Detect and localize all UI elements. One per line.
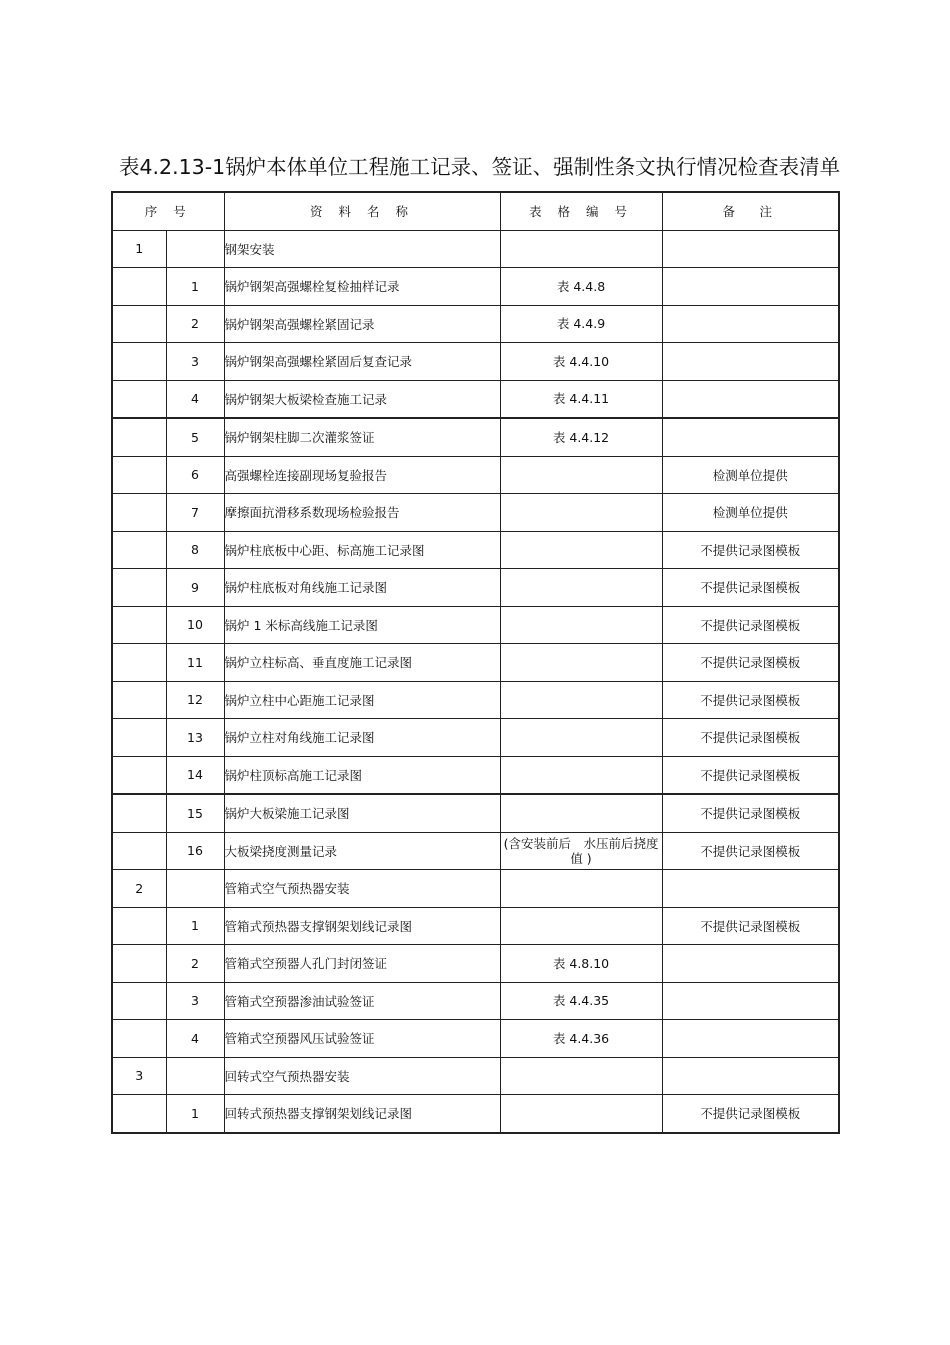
section-number: [112, 681, 166, 719]
remark: 不提供记录图模板: [662, 907, 839, 945]
table-row: [112, 982, 839, 1020]
form-number: 表 4.4.35: [500, 982, 662, 1020]
form-number: [500, 756, 662, 794]
table-row: [112, 945, 839, 983]
remark: [662, 380, 839, 418]
form-number: [500, 531, 662, 569]
section-number: [112, 982, 166, 1020]
section-number: [112, 794, 166, 832]
item-number: 1: [166, 268, 224, 306]
form-number: 表 4.8.10: [500, 945, 662, 983]
table-row: [112, 794, 839, 832]
item-number: 8: [166, 531, 224, 569]
document-name: 摩擦面抗滑移系数现场检验报告: [224, 494, 500, 532]
section-number: [112, 305, 166, 343]
document-name: 锅炉 1 米标高线施工记录图: [224, 606, 500, 644]
table-row: [112, 832, 839, 870]
section-number: 1: [112, 230, 166, 268]
document-name: 管箱式空气预热器安装: [224, 870, 500, 908]
remark: [662, 305, 839, 343]
remark: 检测单位提供: [662, 456, 839, 494]
document-name: 锅炉柱底板对角线施工记录图: [224, 569, 500, 607]
table-row: [112, 1020, 839, 1058]
header-name: 资 料 名 称: [224, 192, 500, 230]
remark: 不提供记录图模板: [662, 569, 839, 607]
remark: 不提供记录图模板: [662, 606, 839, 644]
remark: [662, 230, 839, 268]
form-number: [500, 794, 662, 832]
remark: [662, 870, 839, 908]
section-number: 3: [112, 1057, 166, 1095]
form-number: [500, 494, 662, 532]
table-row: [112, 343, 839, 381]
item-number: 6: [166, 456, 224, 494]
form-number: [500, 569, 662, 607]
document-name: 锅炉立柱对角线施工记录图: [224, 719, 500, 757]
item-number: 16: [166, 832, 224, 870]
item-number: 3: [166, 982, 224, 1020]
remark: 不提供记录图模板: [662, 1095, 839, 1133]
record-list-table: [111, 191, 840, 1134]
table-row: [112, 907, 839, 945]
section-number: [112, 1095, 166, 1133]
item-number: 15: [166, 794, 224, 832]
document-name: 锅炉立柱中心距施工记录图: [224, 681, 500, 719]
document-name: 锅炉钢架柱脚二次灌浆签证: [224, 418, 500, 456]
table-row: [112, 494, 839, 532]
table-row: [112, 1057, 839, 1095]
document-name: 高强螺栓连接副现场复验报告: [224, 456, 500, 494]
section-number: [112, 268, 166, 306]
section-number: [112, 494, 166, 532]
item-number: [166, 1057, 224, 1095]
table-row: [112, 418, 839, 456]
section-number: [112, 531, 166, 569]
document-name: 管箱式空预器风压试验签证: [224, 1020, 500, 1058]
item-number: 9: [166, 569, 224, 607]
remark: [662, 343, 839, 381]
item-number: 11: [166, 644, 224, 682]
section-number: [112, 606, 166, 644]
section-number: [112, 719, 166, 757]
table-header-row: [112, 192, 839, 230]
form-number: (含安装前后 水压前后挠度值 ): [500, 832, 662, 870]
document-name: 回转式预热器支撑钢架划线记录图: [224, 1095, 500, 1133]
form-number: [500, 907, 662, 945]
item-number: 2: [166, 945, 224, 983]
document-name: 钢架安装: [224, 230, 500, 268]
table-row: [112, 719, 839, 757]
remark: [662, 418, 839, 456]
table-row: [112, 569, 839, 607]
item-number: 13: [166, 719, 224, 757]
item-number: 14: [166, 756, 224, 794]
item-number: 2: [166, 305, 224, 343]
remark: 不提供记录图模板: [662, 794, 839, 832]
document-name: 管箱式空预器人孔门封闭签证: [224, 945, 500, 983]
section-number: [112, 756, 166, 794]
document-name: 锅炉柱底板中心距、标高施工记录图: [224, 531, 500, 569]
document-name: 大板梁挠度测量记录: [224, 832, 500, 870]
remark: [662, 945, 839, 983]
section-number: 2: [112, 870, 166, 908]
item-number: 5: [166, 418, 224, 456]
form-number: [500, 719, 662, 757]
item-number: 12: [166, 681, 224, 719]
page-title: 表4.2.13-1锅炉本体单位工程施工记录、签证、强制性条文执行情况检查表清单: [119, 155, 841, 179]
item-number: [166, 870, 224, 908]
section-number: [112, 380, 166, 418]
document-name: 锅炉立柱标高、垂直度施工记录图: [224, 644, 500, 682]
remark: [662, 268, 839, 306]
item-number: 10: [166, 606, 224, 644]
table-row: [112, 456, 839, 494]
document-name: 管箱式预热器支撑钢架划线记录图: [224, 907, 500, 945]
item-number: 1: [166, 1095, 224, 1133]
item-number: 4: [166, 1020, 224, 1058]
table-row: [112, 305, 839, 343]
remark: [662, 1020, 839, 1058]
section-number: [112, 644, 166, 682]
table-row: [112, 606, 839, 644]
header-seq: 序 号: [112, 192, 224, 230]
form-number: [500, 606, 662, 644]
section-number: [112, 569, 166, 607]
section-number: [112, 343, 166, 381]
section-number: [112, 456, 166, 494]
remark: 不提供记录图模板: [662, 644, 839, 682]
document-name: 回转式空气预热器安装: [224, 1057, 500, 1095]
document-name: 管箱式空预器渗油试验签证: [224, 982, 500, 1020]
form-number: 表 4.4.10: [500, 343, 662, 381]
section-number: [112, 832, 166, 870]
form-number: [500, 870, 662, 908]
table-row: [112, 681, 839, 719]
table-row: [112, 230, 839, 268]
section-number: [112, 418, 166, 456]
form-number: [500, 681, 662, 719]
remark: 不提供记录图模板: [662, 832, 839, 870]
form-number: [500, 1057, 662, 1095]
section-number: [112, 907, 166, 945]
form-number: [500, 1095, 662, 1133]
item-number: 4: [166, 380, 224, 418]
document-name: 锅炉钢架大板梁检查施工记录: [224, 380, 500, 418]
form-number: 表 4.4.9: [500, 305, 662, 343]
remark: 不提供记录图模板: [662, 531, 839, 569]
remark: 不提供记录图模板: [662, 719, 839, 757]
form-number: 表 4.4.8: [500, 268, 662, 306]
table-row: [112, 756, 839, 794]
remark: 不提供记录图模板: [662, 681, 839, 719]
document-name: 锅炉大板梁施工记录图: [224, 794, 500, 832]
remark: [662, 982, 839, 1020]
table-row: [112, 380, 839, 418]
document-name: 锅炉钢架高强螺栓紧固记录: [224, 305, 500, 343]
remark: [662, 1057, 839, 1095]
remark: 不提供记录图模板: [662, 756, 839, 794]
form-number: 表 4.4.11: [500, 380, 662, 418]
table-row: [112, 531, 839, 569]
form-number: [500, 644, 662, 682]
table-row: [112, 870, 839, 908]
form-number: [500, 230, 662, 268]
table-row: [112, 268, 839, 306]
remark: 检测单位提供: [662, 494, 839, 532]
header-form: 表 格 编 号: [500, 192, 662, 230]
form-number: 表 4.4.12: [500, 418, 662, 456]
document-name: 锅炉钢架高强螺栓紧固后复查记录: [224, 343, 500, 381]
table-row: [112, 644, 839, 682]
header-note: 备 注: [662, 192, 839, 230]
section-number: [112, 1020, 166, 1058]
form-number: [500, 456, 662, 494]
document-name: 锅炉钢架高强螺栓复检抽样记录: [224, 268, 500, 306]
item-number: 1: [166, 907, 224, 945]
table-row: [112, 1095, 839, 1133]
item-number: 7: [166, 494, 224, 532]
item-number: 3: [166, 343, 224, 381]
section-number: [112, 945, 166, 983]
item-number: [166, 230, 224, 268]
document-name: 锅炉柱顶标高施工记录图: [224, 756, 500, 794]
table-body: [112, 230, 839, 1133]
form-number: 表 4.4.36: [500, 1020, 662, 1058]
